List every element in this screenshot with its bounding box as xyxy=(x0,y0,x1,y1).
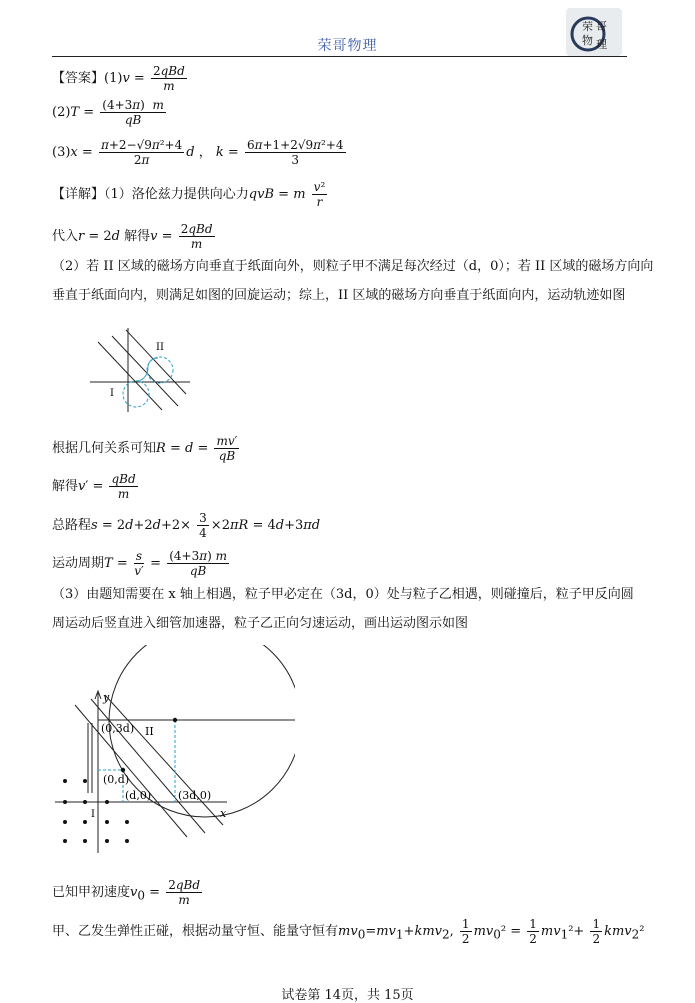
svg-text:荣: 荣 xyxy=(582,20,593,33)
detail-solve-line: 解得v′ = $\frac{\text{qBd}}{m}$ xyxy=(52,472,136,501)
detail-text: 运动周期 xyxy=(52,556,105,571)
detail-line-2: 代入r = 2d 解得v = $\frac{\text{2qBd}}{m}$ xyxy=(52,222,213,251)
point-label-3d-0: (3d,0) xyxy=(178,789,212,802)
fraction: $\frac{(4+3\pi) m}{qB}$ xyxy=(169,549,227,578)
boundary-line xyxy=(105,695,223,825)
fraction: $\frac{mv'}{qB}$ xyxy=(216,434,238,463)
point xyxy=(173,718,177,722)
point xyxy=(121,768,125,772)
point-label-0-3d: (0,3d) xyxy=(101,722,135,735)
point-label-0-d: (0,d) xyxy=(103,773,130,786)
logo-graphic xyxy=(566,8,622,56)
fraction: $\frac{(4+3\pi) m}{qB}$ xyxy=(102,98,164,127)
fraction: $\frac{1}{2}$ xyxy=(592,917,601,946)
region-I-label: I xyxy=(91,809,95,820)
fraction: $\frac{\text{π+2−√9π²+4}}{2\pi}$ xyxy=(100,138,183,167)
answer-part-3-label: (3) xyxy=(52,145,71,160)
x-axis-label: x xyxy=(220,807,227,820)
fraction: $\frac{\text{2qBd}}{m}$ xyxy=(168,878,201,907)
fraction: $\frac{s}{v'}$ xyxy=(134,549,144,578)
detail-last-line: 甲、乙发生弹性正碰，根据动量守恒、能量守恒有$mv_0=mv_1+kmv_2$, $\frac{1}{2}$ $mv_0^2$ = $\frac{1}{2}$ $mv_1^2+$ $\frac{1}{2}$ kmv$_2$² xyxy=(52,917,645,946)
fraction: $\frac{\text{2qBd}}{m}$ xyxy=(152,64,185,93)
boundary-line xyxy=(126,330,186,394)
trajectory-circle xyxy=(123,381,149,407)
magnetic-field-dots xyxy=(63,779,129,843)
detail-text: 解得 xyxy=(124,229,151,244)
detail-paragraph-2-line-1: （2）若 II 区域的磁场方向垂直于纸面向外，则粒子甲不满足每次经过（d，0）；若 II 区域的磁场方向向 xyxy=(52,259,654,274)
detail-text: 总路程 xyxy=(52,518,92,533)
detail-line-1: 【详解】（1）洛伦兹力提供向心力qvB = m $\frac{\text{v²}}{r}$ xyxy=(52,180,326,209)
boundary-line xyxy=(91,699,205,833)
answer-part-1-label: (1) xyxy=(104,71,123,86)
svg-text:哥: 哥 xyxy=(596,20,607,33)
figure-1-trajectory-diagram xyxy=(90,322,195,414)
fraction: $\frac{\text{qBd}}{m}$ xyxy=(111,472,136,501)
y-axis-label: y xyxy=(103,691,110,704)
fraction: $\frac{1}{2}$ xyxy=(461,917,470,946)
fraction: $\frac{3}{4}$ xyxy=(199,511,207,540)
point-label-d-0: (d,0) xyxy=(125,789,152,802)
answer-part-2-label: (2) xyxy=(52,105,71,120)
region-I-label: I xyxy=(110,388,114,399)
boundary-line xyxy=(98,342,162,410)
fraction: $\frac{\text{2qBd}}{m}$ xyxy=(180,222,213,251)
header-rule xyxy=(52,56,627,57)
detail-text: 代入 xyxy=(52,229,79,244)
detail-v0-line: 已知甲初速度$v_0$ = $\frac{\text{2qBd}}{m}$ xyxy=(52,878,201,907)
page-footer: 试卷第 14页，共 15页 xyxy=(281,988,414,1003)
detail-paragraph-2-line-2: 垂直于纸面向内，则满足如图的回旋运动；综上，II 区域的磁场方向垂直于纸面向内，运动轨迹如图 xyxy=(52,288,626,303)
svg-text:理: 理 xyxy=(596,38,607,51)
svg-text:物: 物 xyxy=(582,34,593,47)
detail-path-line: 总路程s = 2d+2d+2× $\frac{3}{4}$ ×2πR = 4d+3πd xyxy=(52,511,321,540)
detail-text: 解得 xyxy=(52,479,79,494)
answer-line-2: (2)T = $\frac{(4+3\pi) m}{qB}$ xyxy=(52,98,164,127)
detail-label: 【详解】 xyxy=(52,187,105,202)
fraction: $\frac{\text{v²}}{r}$ xyxy=(313,180,326,209)
fraction: $\frac{\text{6π+1+2√9π²+4}}{3}$ xyxy=(246,138,344,167)
region-II-label: II xyxy=(145,725,154,738)
detail-text: （1）洛伦兹力提供向心力 xyxy=(104,187,249,202)
fraction: $\frac{1}{2}$ xyxy=(529,917,537,946)
answer-label: 【答案】 xyxy=(52,71,105,86)
page-header-title: 荣哥物理 xyxy=(317,38,378,54)
separator: ， xyxy=(198,145,212,160)
detail-paragraph-3-line-1: （3）由题知需要在 x 轴上相遇，粒子甲必定在（3d，0）处与粒子乙相遇，则碰撞后，粒子甲反向圆 xyxy=(52,587,634,602)
detail-paragraph-3-line-2: 周运动后竖直进入细管加速器，粒子乙正向匀速运动，画出运动图示如图 xyxy=(52,616,469,631)
detail-text: 根据几何关系可知 xyxy=(52,441,157,456)
detail-geometry-line: 根据几何关系可知R = d = $\frac{mv'}{qB}$ xyxy=(52,434,238,463)
answer-line-1: 【答案】(1)v = $\frac{\text{2qBd}}{m}$ xyxy=(52,64,185,93)
detail-text: 甲、乙发生弹性正碰，根据动量守恒、能量守恒有 xyxy=(52,924,339,939)
region-II-label: II xyxy=(156,342,164,353)
detail-text: 已知甲初速度 xyxy=(52,885,131,900)
boundary-line xyxy=(112,336,178,406)
detail-period-line: 运动周期T = $\frac{s}{v'}$ = $\frac{(4+3\pi) m}{qB}$ xyxy=(52,549,227,578)
logo xyxy=(566,8,622,56)
figure-2-motion-diagram xyxy=(55,645,295,857)
answer-line-3: (3)x = $\frac{\text{π+2−√9π²+4}}{2\pi}$ d ， k = $\frac{\text{6π+1+2√9π²+4}}{3}$ xyxy=(52,138,344,167)
